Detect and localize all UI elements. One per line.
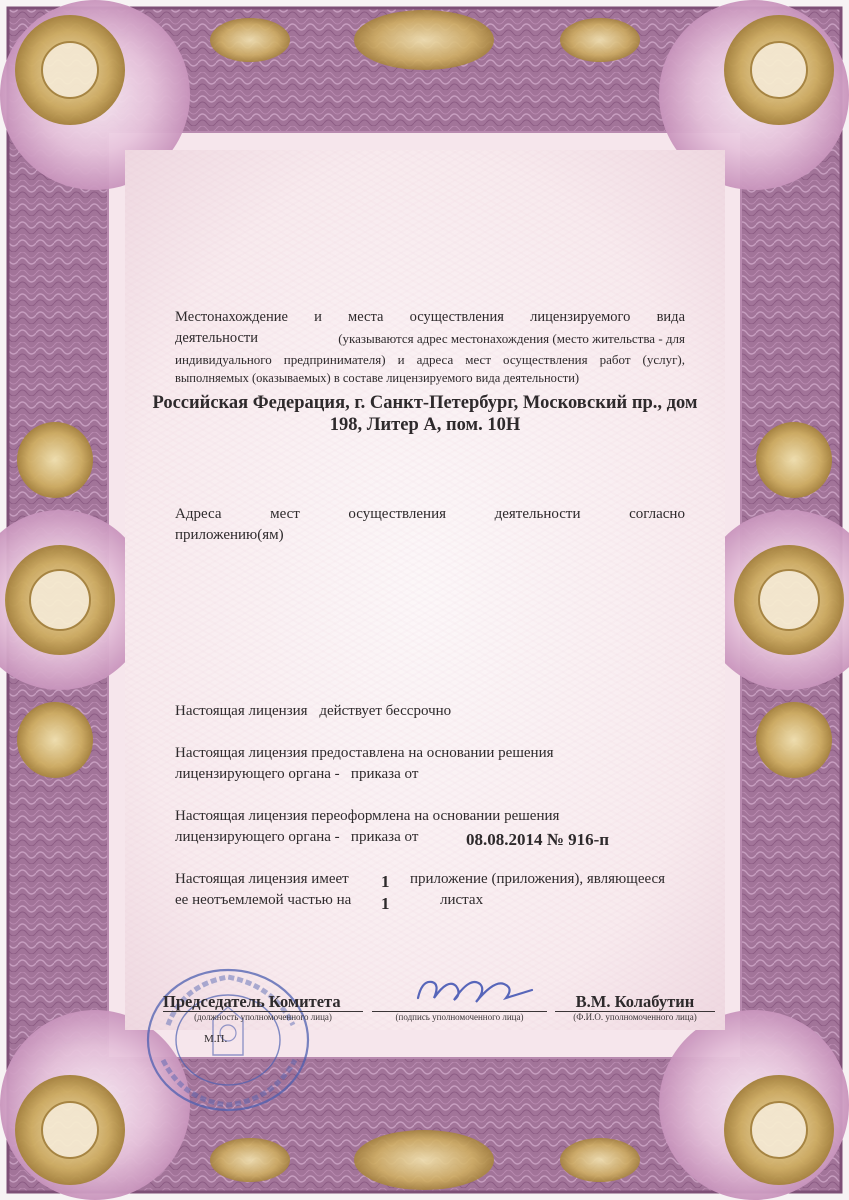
appendix-line1-prefix: Настоящая лицензия имеет	[175, 871, 349, 887]
granted-line2: лицензирующего органа - приказа от	[175, 766, 419, 782]
official-stamp	[143, 965, 313, 1115]
validity-line	[175, 700, 451, 722]
location-label-line3: индивидуального предпринимателя) и адреса мест осуществления работ (услуг),	[175, 352, 685, 367]
places-word-1: Адреса	[175, 506, 222, 522]
places-line2: приложению(ям)	[175, 527, 284, 543]
places-line1	[175, 503, 685, 525]
address-line1: Российская Федерация, г. Санкт-Петербург, Московский пр., дом	[152, 393, 698, 413]
location-label-line2-rest: (указываются адрес местонахождения (место жительства - для	[338, 331, 685, 346]
appendix-line1-suffix: приложение (приложения), являющееся	[410, 871, 666, 887]
position-caption: (должность уполномоченного лица)	[194, 1012, 332, 1022]
places-word-5: согласно	[629, 506, 685, 522]
validity-value: действует бессрочно	[319, 703, 452, 719]
name-caption: (Ф.И.О. уполномоченного лица)	[573, 1012, 697, 1022]
signer-position: Председатель Комитета	[163, 992, 341, 1011]
appendix-count: 1	[381, 872, 390, 891]
places-word-4: деятельности	[494, 506, 581, 522]
appendix-line2-prefix: ее неотъемлемой частью на	[175, 892, 352, 908]
reissued-order: 08.08.2014 № 916-п	[466, 830, 610, 849]
sheets-count: 1	[381, 894, 390, 913]
reissued-line2: лицензирующего органа - приказа от	[175, 829, 419, 845]
seal-label: М.П.	[204, 1033, 228, 1045]
signer-name: В.М. Колабутин	[575, 992, 695, 1011]
places-word-3: осуществления	[348, 506, 447, 522]
location-label-line2	[175, 328, 685, 349]
places-word-2: мест	[270, 506, 300, 522]
location-label-line4: выполняемых (оказываемых) в составе лицензируемого вида деятельности)	[175, 371, 580, 385]
granted-line1: Настоящая лицензия предоставлена на основании решения	[175, 745, 554, 761]
validity-prefix: Настоящая лицензия	[175, 703, 308, 719]
reissued-line1: Настоящая лицензия переоформлена на основании решения	[175, 808, 560, 824]
address-line2: 198, Литер А, пом. 10Н	[329, 415, 521, 435]
signature-caption: (подпись уполномоченного лица)	[395, 1012, 524, 1022]
location-label-line2-start: деятельности	[175, 330, 259, 346]
appendix-line2-suffix: листах	[440, 892, 484, 908]
location-label-line1: Местонахождение и места осуществления лицензируемого вида	[175, 309, 685, 325]
